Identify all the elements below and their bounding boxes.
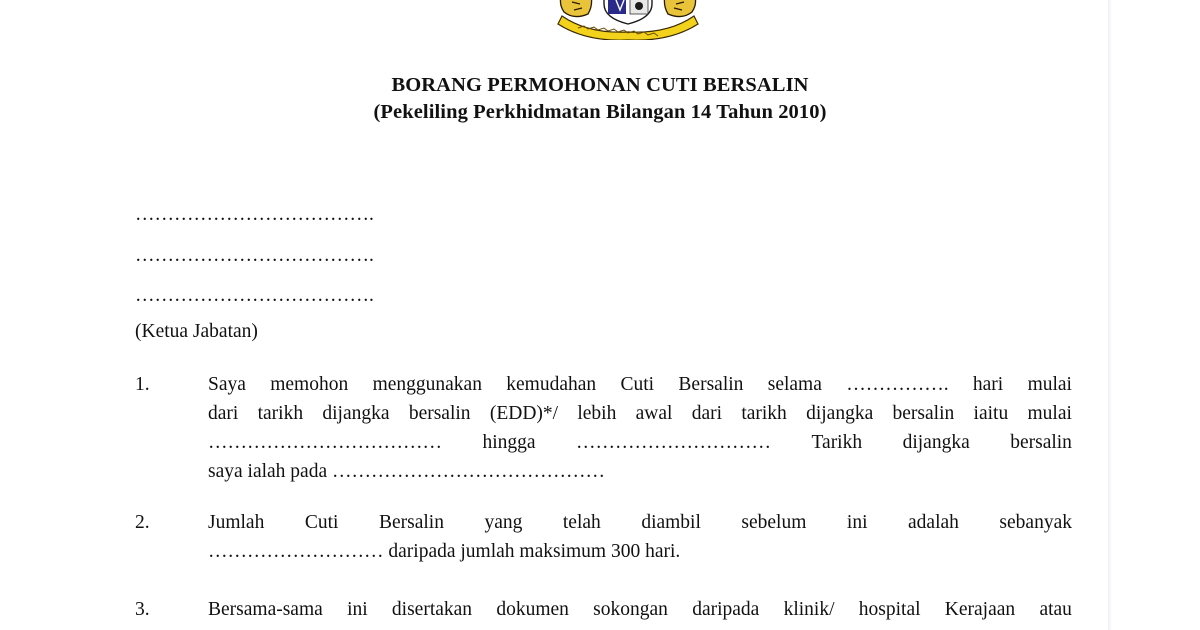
word: dijangka bbox=[322, 403, 390, 424]
item-1-line-3 bbox=[208, 431, 1072, 455]
item-1-line-2 bbox=[208, 402, 1072, 426]
word: atau bbox=[1039, 599, 1072, 620]
item-number-1: 1. bbox=[135, 374, 150, 395]
item-paragraph-1 bbox=[208, 373, 1072, 484]
item-1-line-1 bbox=[208, 373, 1072, 397]
word: dokumen bbox=[496, 599, 569, 620]
item-paragraph-3 bbox=[208, 598, 1072, 622]
word: dari bbox=[208, 403, 239, 424]
word: lebih bbox=[577, 403, 617, 424]
word: Jumlah bbox=[208, 512, 265, 533]
word: ini bbox=[846, 512, 868, 533]
word: Bersalin bbox=[378, 512, 444, 533]
word: Saya bbox=[208, 374, 246, 395]
word: tarikh bbox=[257, 403, 304, 424]
word: selama bbox=[767, 374, 822, 395]
address-line-2: ………………………………. bbox=[135, 245, 374, 266]
word: mulai bbox=[1027, 403, 1072, 424]
word: kemudahan bbox=[506, 374, 597, 395]
word: Cuti bbox=[620, 374, 655, 395]
word: dari bbox=[691, 403, 723, 424]
item-2-line-1 bbox=[208, 511, 1072, 535]
word: Kerajaan bbox=[944, 599, 1016, 620]
word: sebanyak bbox=[999, 512, 1072, 533]
word: Bersama-sama bbox=[208, 599, 323, 620]
word: sokongan bbox=[593, 599, 668, 620]
word: awal bbox=[635, 403, 673, 424]
fill-in-blank-end-date: ………………………… bbox=[576, 432, 772, 453]
item-3-line-1 bbox=[208, 598, 1072, 622]
fill-in-blank-start-date: ……………………………… bbox=[208, 432, 442, 453]
word: menggunakan bbox=[372, 374, 482, 395]
word: bersalin bbox=[892, 403, 955, 424]
word: bersalin bbox=[408, 403, 471, 424]
word: hari bbox=[972, 374, 1004, 395]
form-title: BORANG PERMOHONAN CUTI BERSALIN bbox=[391, 74, 809, 96]
word: klinik/ bbox=[783, 599, 835, 620]
word: yang bbox=[484, 512, 523, 533]
word: Bersalin bbox=[678, 374, 744, 395]
word: Cuti bbox=[304, 512, 339, 533]
word: telah bbox=[562, 512, 601, 533]
word: dijangka bbox=[806, 403, 874, 424]
word: (EDD)*/ bbox=[489, 403, 559, 424]
word: hingga bbox=[482, 432, 536, 453]
item-number-3: 3. bbox=[135, 599, 150, 620]
address-line-1: ………………………………. bbox=[135, 204, 374, 225]
word: dijangka bbox=[902, 432, 970, 453]
item-2-line-2: ……………………… daripada jumlah maksimum 300 hari. bbox=[208, 541, 681, 562]
word: bersalin bbox=[1010, 432, 1072, 453]
item-paragraph-2 bbox=[208, 511, 1072, 564]
address-line-3: ………………………………. bbox=[135, 285, 374, 306]
word: sebelum bbox=[741, 512, 807, 533]
word: mulai bbox=[1027, 374, 1072, 395]
form-subtitle: (Pekeliling Perkhidmatan Bilangan 14 Tahun 2010) bbox=[373, 101, 827, 123]
item-1-line-4: saya ialah pada …………………………………… bbox=[208, 461, 605, 482]
word: Tarikh bbox=[811, 432, 863, 453]
item-number-2: 2. bbox=[135, 512, 150, 533]
coat-of-arms-emblem bbox=[548, 0, 708, 40]
recipient-label: (Ketua Jabatan) bbox=[135, 321, 258, 342]
word: adalah bbox=[908, 512, 959, 533]
word: hospital bbox=[858, 599, 921, 620]
word: diambil bbox=[641, 512, 701, 533]
fill-in-blank-days: ……………. bbox=[846, 374, 949, 395]
word: disertakan bbox=[391, 599, 473, 620]
word: ini bbox=[347, 599, 368, 620]
word: tarikh bbox=[741, 403, 787, 424]
word: memohon bbox=[270, 374, 349, 395]
word: daripada bbox=[692, 599, 760, 620]
word: iaitu bbox=[973, 403, 1009, 424]
